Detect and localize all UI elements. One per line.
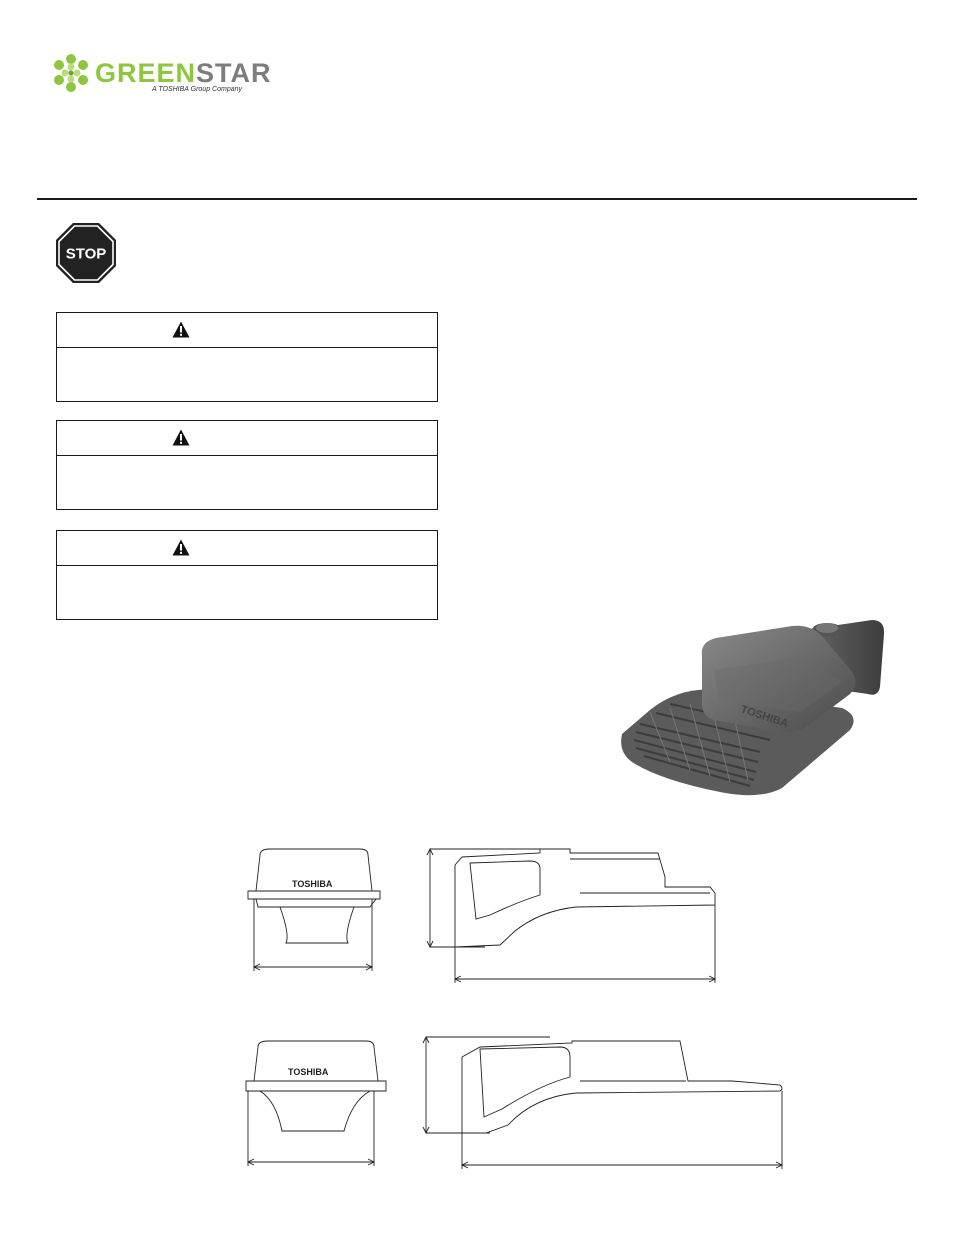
greenstar-logo xyxy=(50,52,272,100)
dimensional-drawings xyxy=(240,835,800,1180)
warning-box xyxy=(56,420,438,510)
stop-sign-icon xyxy=(55,222,117,284)
side-view-large xyxy=(423,1037,782,1169)
side-view-small xyxy=(427,849,715,983)
warning-box-header xyxy=(57,313,437,348)
brand-name-primary: GREEN xyxy=(95,58,197,88)
header-divider xyxy=(37,198,917,200)
brand-name-secondary: STAR xyxy=(196,58,272,88)
brand-tagline: A TOSHIBA Group Company xyxy=(152,86,242,93)
warning-box-header xyxy=(57,421,437,456)
front-view-small xyxy=(248,849,380,971)
drawing-brand-text: TOSHIBA xyxy=(288,1067,329,1077)
warning-triangle-icon xyxy=(172,539,190,556)
front-view-large xyxy=(246,1041,386,1166)
stop-sign-text: STOP xyxy=(65,245,107,263)
luminaire-product-image xyxy=(610,612,890,817)
warning-box xyxy=(56,312,438,402)
warning-box-header xyxy=(57,531,437,566)
flower-logo-icon xyxy=(50,52,92,94)
warning-box xyxy=(56,530,438,620)
brand-name xyxy=(95,58,272,88)
drawing-brand-text: TOSHIBA xyxy=(292,879,333,889)
warning-triangle-icon xyxy=(172,321,190,338)
warning-triangle-icon xyxy=(172,429,190,446)
housing-brand-text: TOSHIBA xyxy=(739,703,790,731)
